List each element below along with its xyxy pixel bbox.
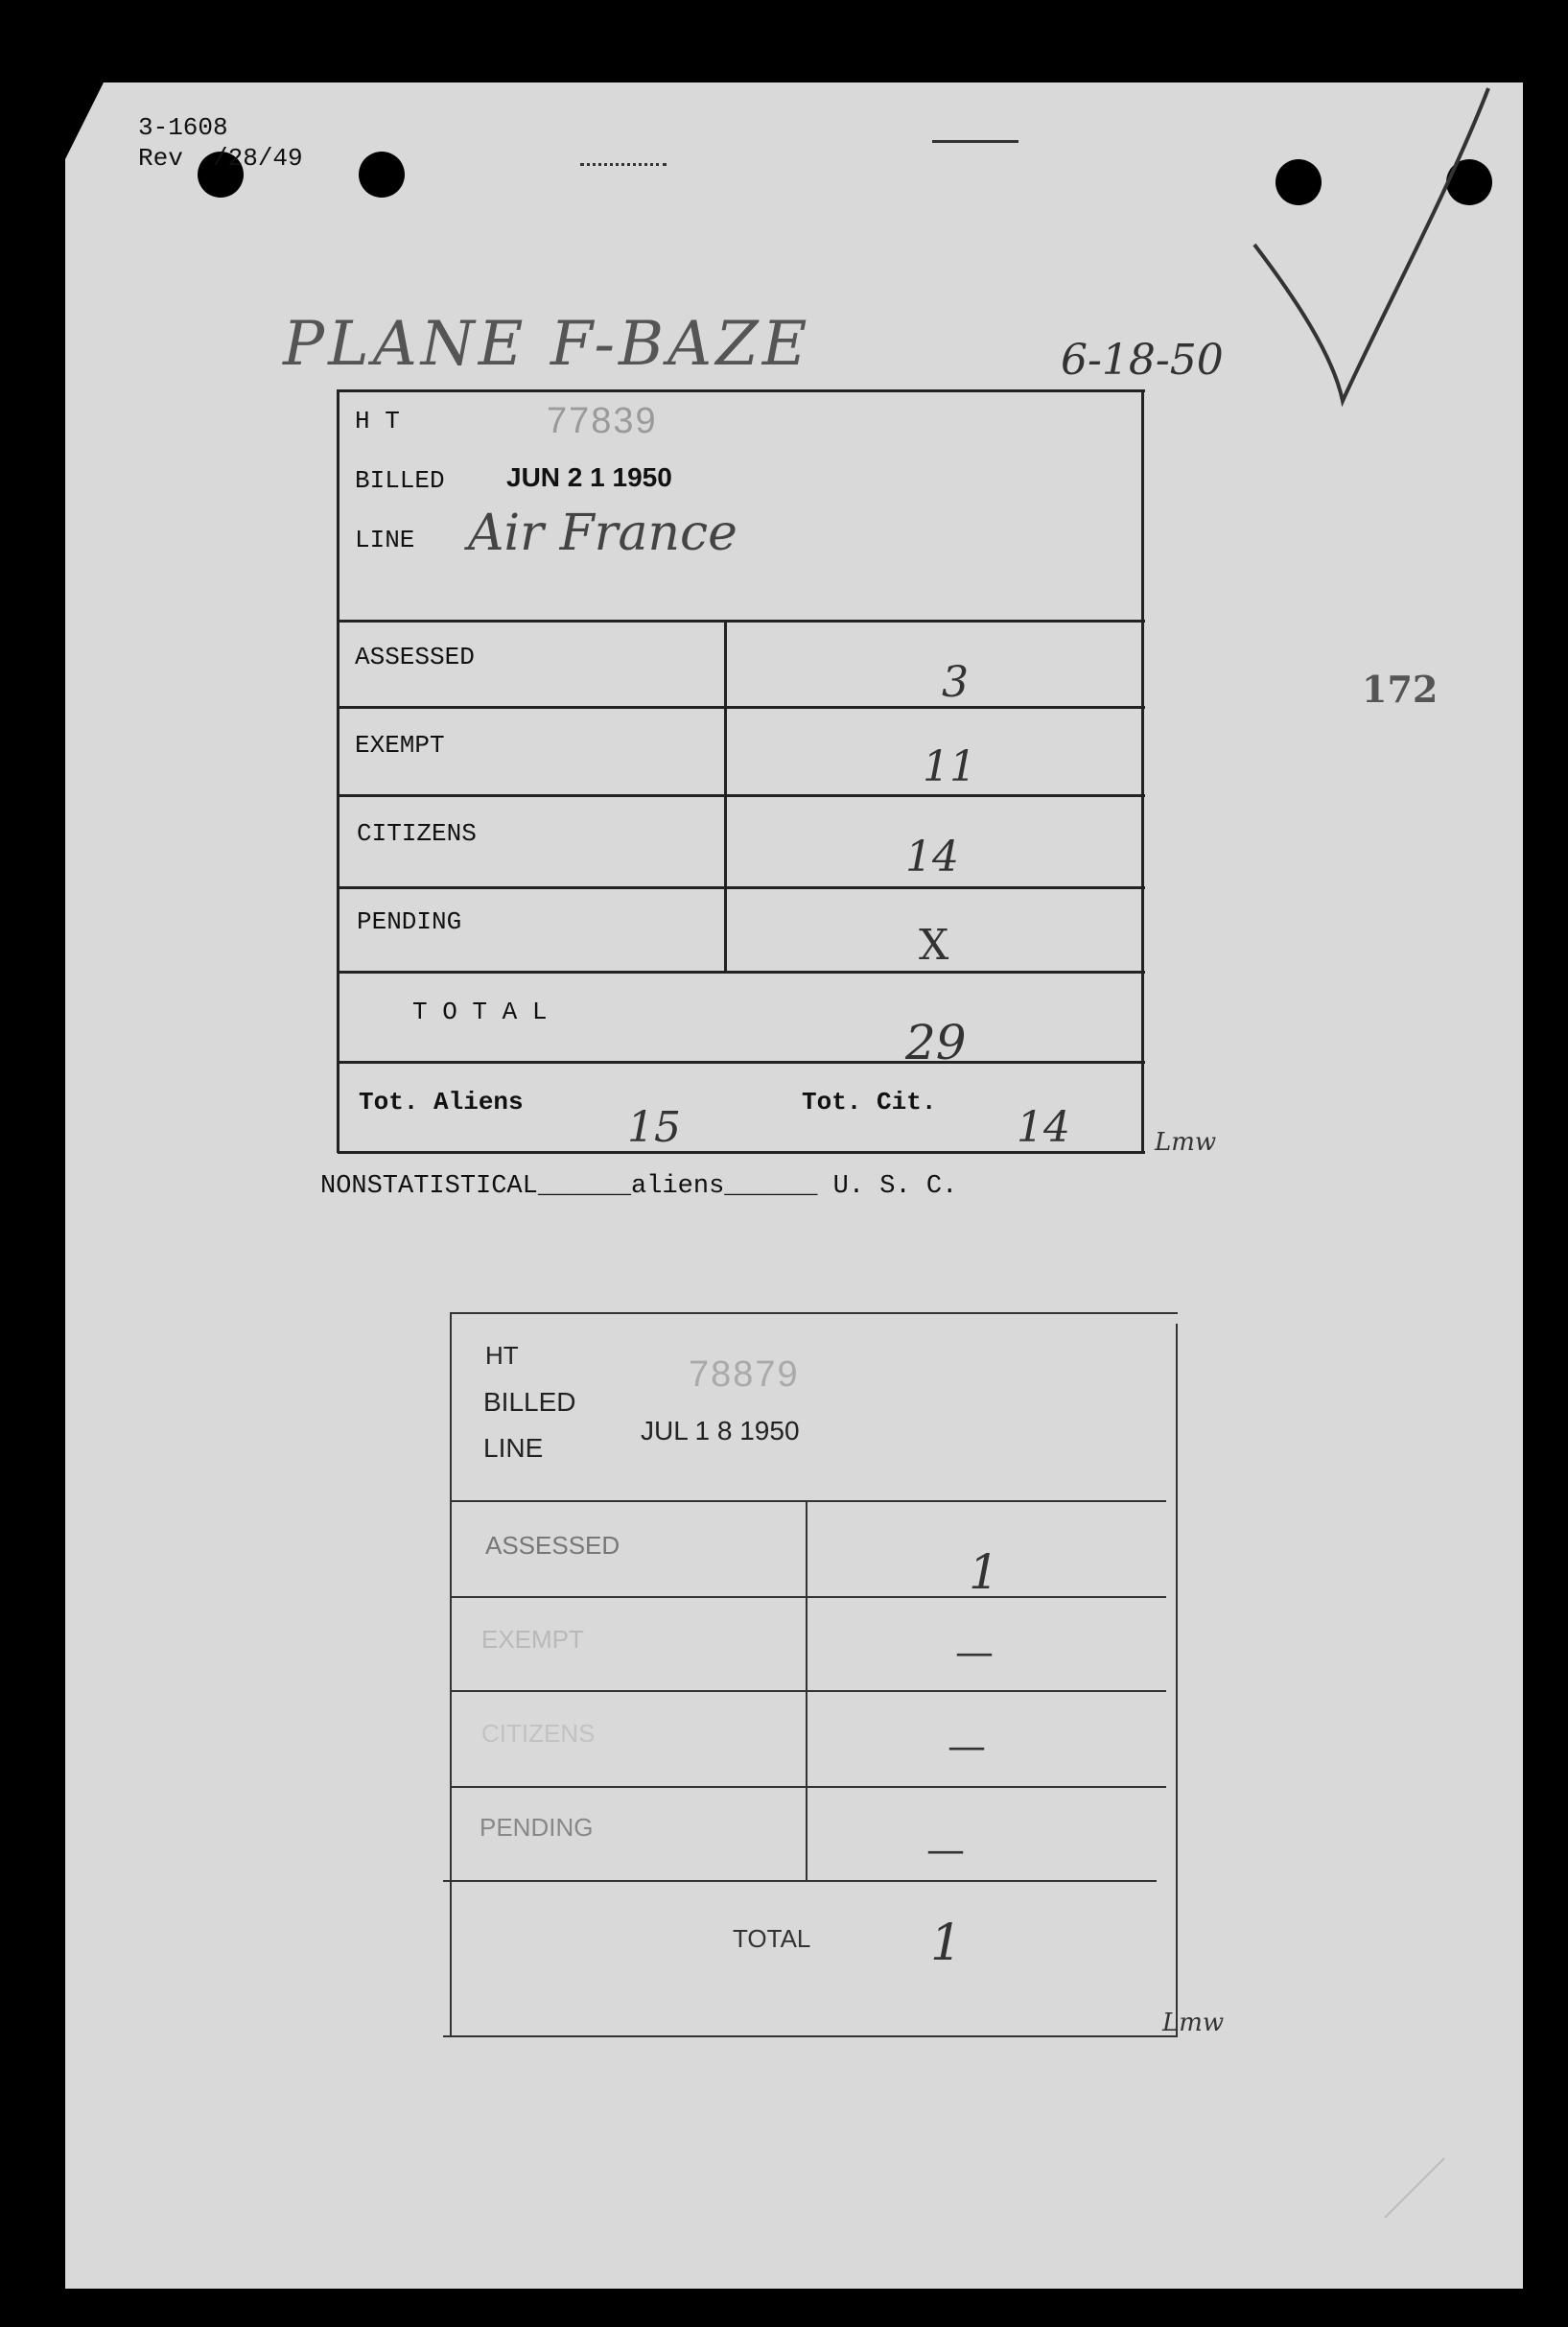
plane-label: PLANE F-BAZE bbox=[283, 309, 811, 380]
pending-value: X bbox=[919, 921, 949, 970]
exempt-label-2: EXEMPT bbox=[481, 1625, 584, 1654]
page-number: 172 bbox=[1362, 668, 1439, 711]
ht-number: 77839 bbox=[547, 401, 658, 441]
citizens-value-2: — bbox=[948, 1725, 986, 1769]
ht-label-2: HT bbox=[485, 1341, 519, 1370]
tot-cit-value: 14 bbox=[1017, 1103, 1070, 1152]
assessed-label-2: ASSESSED bbox=[485, 1531, 620, 1560]
exempt-value-2: — bbox=[955, 1631, 994, 1675]
pending-label-2: PENDING bbox=[480, 1813, 594, 1842]
citizens-label: CITIZENS bbox=[357, 819, 477, 848]
tot-aliens-value: 15 bbox=[627, 1103, 681, 1152]
billed-date-stamp: JUN 2 1 1950 bbox=[506, 462, 672, 492]
citizens-value: 14 bbox=[905, 833, 959, 881]
line-value: Air France bbox=[468, 505, 737, 562]
initials: Lmw bbox=[1155, 1128, 1217, 1157]
billed-label-2: BILLED bbox=[483, 1387, 576, 1417]
pending-value-2: — bbox=[926, 1828, 965, 1872]
tot-aliens-label: Tot. Aliens bbox=[359, 1088, 524, 1116]
billed-label: BILLED bbox=[355, 466, 445, 495]
total-label-2: TOTAL bbox=[733, 1924, 811, 1953]
punch-hole bbox=[359, 152, 405, 198]
exempt-label: EXEMPT bbox=[355, 731, 445, 760]
form-revision: Rev /28/49 bbox=[138, 144, 303, 173]
stray-mark bbox=[932, 140, 1018, 146]
assessed-label: ASSESSED bbox=[355, 643, 475, 671]
tot-cit-label: Tot. Cit. bbox=[802, 1088, 937, 1116]
stray-mark bbox=[1377, 2149, 1454, 2225]
check-mark-icon bbox=[1237, 77, 1506, 422]
ht-number-2: 78879 bbox=[689, 1354, 800, 1395]
line-label-2: LINE bbox=[483, 1433, 544, 1463]
exempt-value: 11 bbox=[923, 742, 976, 791]
initials-2: Lmw bbox=[1162, 2009, 1225, 2037]
total-label: T O T A L bbox=[412, 998, 548, 1026]
billed-date-stamp-2: JUL 1 8 1950 bbox=[641, 1416, 800, 1446]
form-number: 3-1608 bbox=[138, 113, 228, 142]
assessed-value: 3 bbox=[942, 658, 969, 707]
total-value: 29 bbox=[905, 1015, 967, 1070]
pending-label: PENDING bbox=[357, 907, 462, 936]
nonstatistical-line: NONSTATISTICAL______aliens______ U. S. C. bbox=[320, 1172, 958, 1201]
ht-label: H T bbox=[355, 407, 400, 435]
total-value-2: 1 bbox=[930, 1915, 963, 1972]
line-label: LINE bbox=[355, 526, 415, 554]
assessed-value-2: 1 bbox=[969, 1544, 999, 1600]
stray-mark bbox=[580, 163, 667, 169]
citizens-label-2: CITIZENS bbox=[481, 1719, 596, 1748]
header-date: 6-18-50 bbox=[1061, 336, 1224, 385]
